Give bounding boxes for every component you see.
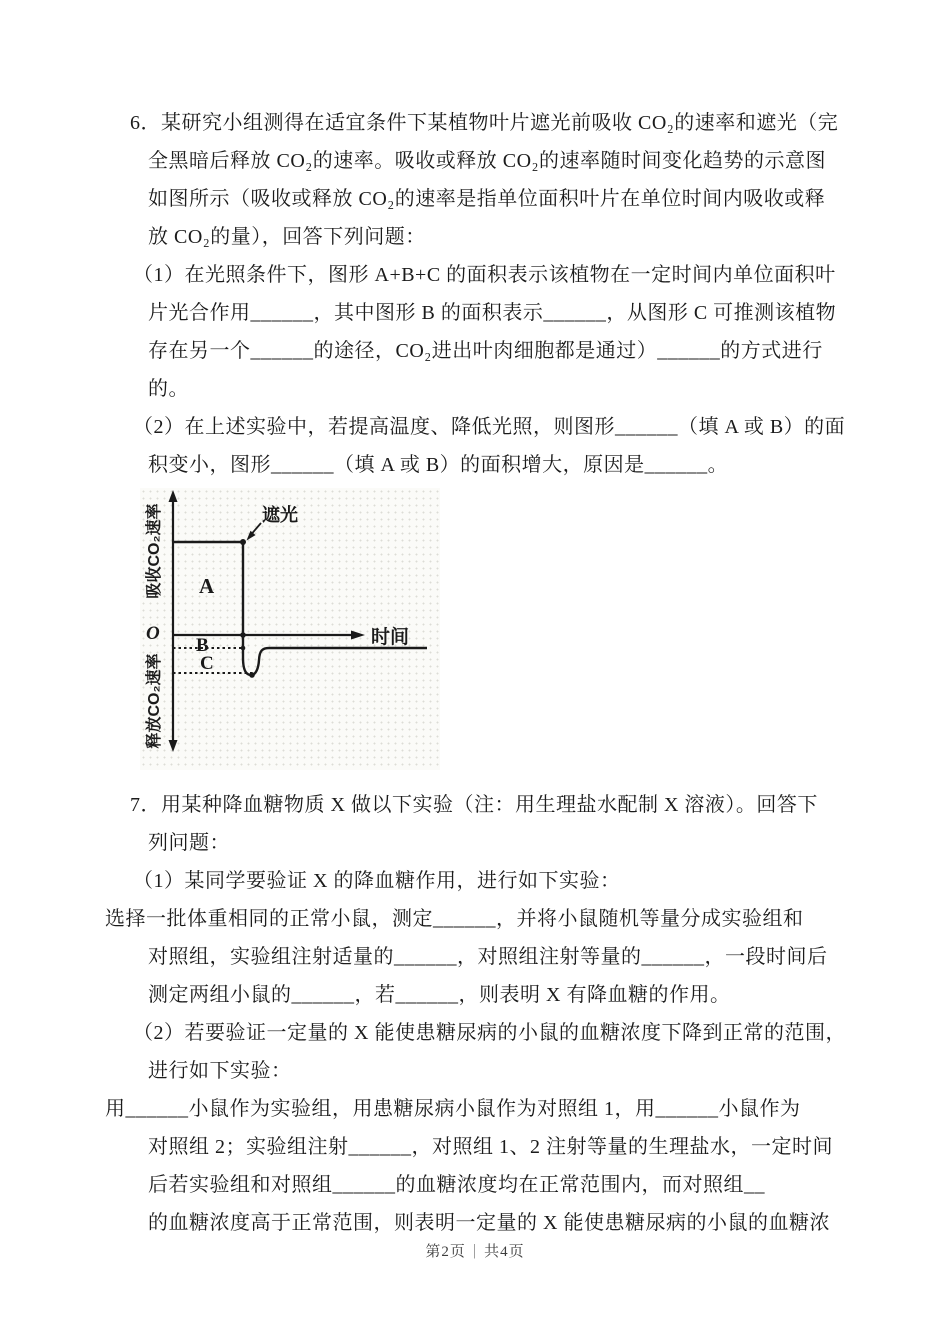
q7-sub1-line-2: 选择一批体重相同的正常小鼠，测定______，并将小鼠随机等量分成实验组和 (105, 908, 804, 930)
q6-line-3: 如图所示（吸收或释放 CO₂的速率是指单位面积叶片在单位时间内吸收或释 (148, 188, 826, 210)
q7-sub2-line-4: 对照组 2；实验组注射______，对照组 1、2 注射等量的生理盐水，一定时间 (148, 1136, 833, 1158)
q7-sub2-line-5: 后若实验组和对照组______的血糖浓度均在正常范围内，而对照组__ (148, 1174, 765, 1196)
q6-sub1-line-3: 存在另一个______的途径，CO₂进出叶肉细胞都是通过）______的方式进行 (148, 340, 823, 362)
q6-sub2-line-1: （2）在上述实验中，若提高温度、降低光照，则图形______（填 A 或 B）的面 (133, 416, 846, 438)
region-a-label: A (199, 574, 215, 598)
q6-sub2-line-2: 积变小，图形______（填 A 或 B）的面积增大，原因是______。 (148, 454, 729, 476)
q7-sub2-line-6: 的血糖浓度高于正常范围，则表明一定量的 X 能使患糖尿病的小鼠的血糖浓 (148, 1212, 830, 1234)
shade-point-dot (240, 539, 246, 545)
q6-sub1-line-4: 的。 (148, 378, 189, 400)
q7-sub2-line-2: 进行如下实验： (148, 1060, 292, 1082)
y-axis-top-label: 吸收CO₂速率 (146, 503, 164, 599)
q7-sub2-line-3: 用______小鼠作为实验组，用患糖尿病小鼠作为对照组 1，用______小鼠作为 (105, 1098, 801, 1120)
region-c-label: C (200, 653, 214, 674)
q6-sub1-line-2: 片光合作用______，其中图形 B 的面积表示______，从图形 C 可推测该植物 (148, 302, 837, 324)
axis-cross-dot (240, 632, 246, 638)
y-axis-up-arrow-icon (169, 490, 178, 502)
region-b-label: B (196, 635, 209, 656)
level-b-dot (241, 646, 246, 651)
page-footer (0, 1240, 950, 1261)
footer-total-pages: 共4页 (484, 1244, 525, 1260)
q7-line-2: 列问题： (148, 832, 230, 854)
q7-sub1-line-4: 测定两组小鼠的______，若______，则表明 X 有降血糖的作用。 (148, 984, 731, 1006)
q7-sub1-line-3: 对照组，实验组注射适量的______，对照组注射等量的______，一段时间后 (148, 946, 828, 968)
q7-sub2-line-1: （2）若要验证一定量的 X 能使患糖尿病的小鼠的血糖浓度下降到正常的范围， (133, 1022, 846, 1044)
q6-sub1-line-1: （1）在光照条件下，图形 A+B+C 的面积表示该植物在一定时间内单位面积叶 (133, 264, 836, 286)
footer-page-number: 第2页 (425, 1244, 466, 1260)
time-axis-label: 时间 (371, 627, 410, 648)
dip-bottom-dot (249, 672, 255, 678)
y-axis-down-arrow-icon (169, 740, 178, 752)
x-axis-arrow-icon (351, 631, 365, 640)
diagram-svg (140, 488, 440, 770)
q7-line-1: 7．用某种降血糖物质 X 做以下实验（注：用生理盐水配制 X 溶液）。回答下 (130, 794, 818, 816)
q6-line-1: 6．某研究小组测得在适宜条件下某植物叶片遮光前吸收 CO₂的速率和遮光（完 (130, 112, 839, 134)
y-axis-bottom-label: 释放CO₂速率 (146, 653, 164, 749)
q6-line-2: 全黑暗后释放 CO₂的速率。吸收或释放 CO₂的速率随时间变化趋势的示意图 (148, 150, 827, 172)
footer-separator: | (472, 1241, 478, 1259)
shade-label: 遮光 (262, 505, 298, 525)
q7-sub1-line-1: （1）某同学要验证 X 的降血糖作用，进行如下实验： (133, 870, 621, 892)
origin-label: O (146, 623, 160, 644)
question-text-flow (0, 104, 950, 1242)
q6-line-4: 放 CO₂的量），回答下列问题： (148, 226, 426, 248)
co2-rate-time-diagram (140, 488, 440, 770)
